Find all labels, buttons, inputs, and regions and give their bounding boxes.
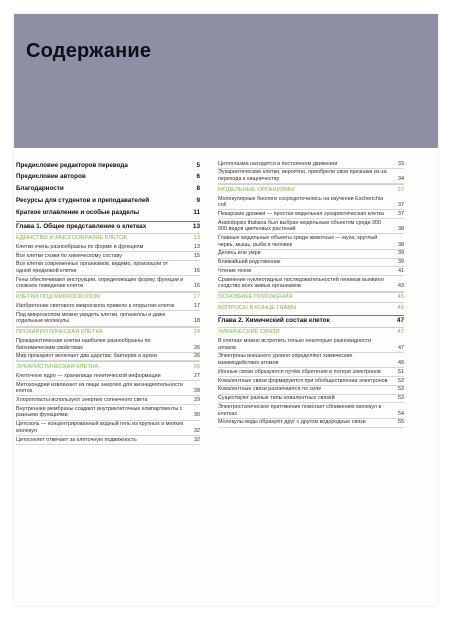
toc-entry[interactable] (16, 405, 200, 420)
toc-entry[interactable] (16, 233, 200, 244)
toc-entry-page: 39 (398, 250, 404, 257)
toc-entry[interactable] (218, 386, 404, 395)
toc-entry[interactable] (16, 372, 200, 381)
toc-entry-title: КЛЕТКИ ПОД МИКРОСКОПОМ (16, 294, 100, 301)
toc-entry-title: Ближайший родственник (218, 259, 281, 266)
toc-entry[interactable] (218, 353, 404, 368)
toc-column-left (16, 160, 200, 445)
toc-entry-title: Все клетки схожи по химическому составу (16, 252, 122, 259)
toc-entry-page: 55 (398, 419, 404, 426)
toc-entry-page: 26 (194, 353, 200, 360)
toc-entry-title: Гены обеспечивают инструкции, определяющие форму, функции и сложное поведение клеток (16, 276, 184, 290)
toc-entry-title: Предисловие редакторов перевода (16, 161, 128, 169)
toc-entry-title: Главные модельные объекты среди животных — муха, круглый червь, мышь, рыба и человек (218, 235, 378, 248)
toc-entry[interactable] (16, 184, 200, 196)
toc-entry[interactable] (218, 169, 404, 184)
toc-entry-page: 26 (194, 344, 200, 351)
toc-entry[interactable] (16, 221, 200, 233)
toc-entry-title: Мир прокариот включает два царства: бактерии и археи (16, 353, 158, 360)
toc-entry[interactable] (218, 160, 404, 169)
toc-entry[interactable] (218, 195, 404, 210)
toc-entry[interactable] (218, 219, 404, 234)
toc-entry-title: Ионные связи образуются путём обретения и потери электронов (218, 368, 381, 375)
toc-entry-title: Под микроскопом можно увидеть клетки, органеллы и даже отдельные молекулы (16, 311, 166, 325)
toc-entry[interactable] (218, 276, 404, 291)
toc-entry-title: Все клетки современных организмов, видимо, произошли от одной предковой клетки (16, 261, 169, 275)
toc-entry-title: Внутренние мембраны создают внутриклеточные компартменты с разными функциями (16, 405, 183, 419)
toc-entry-title: ХИМИЧЕСКИЕ СВЯЗИ (218, 329, 280, 336)
toc-entry-page: 47 (397, 329, 404, 336)
toc-entry-title: Глава 1. Общее представление о клетках (16, 222, 147, 230)
toc-entry-title: Пекарские дрожжи — простая модельная эукариотическая клетка (218, 210, 384, 217)
toc-entry-page: 51 (398, 368, 404, 375)
toc-entry[interactable] (16, 361, 200, 372)
toc-entry[interactable] (218, 184, 404, 195)
toc-entry-page: 13 (194, 243, 200, 250)
toc-entry-title: Клеточное ядро — хранилище генетической информации (16, 372, 161, 379)
toc-entry-title: МОДЕЛЬНЫЕ ОРГАНИЗМЫ (218, 186, 295, 193)
toc-entry-page: 45 (397, 294, 404, 301)
toc-entry-title: Эукариотические клетки, вероятно, приобрели свои признаки из-за перехода к хищничеству (218, 169, 387, 182)
toc-entry-page: 16 (194, 283, 200, 290)
toc-entry-title: Электроны внешнего уровня определяют химические взаимодействия атомов (218, 353, 353, 367)
toc-entry[interactable] (16, 243, 200, 252)
toc-entry-title: Цитоскелет отвечает за клеточную подвижность (16, 436, 137, 443)
toc-entry-title: Цитоплазма находится в постоянном движении (218, 160, 338, 167)
toc-entry-page: 8 (196, 185, 200, 193)
toc-entry[interactable] (218, 403, 404, 418)
toc-entry-title: Электростатическое притяжение помогает сближению молекул в клетках (218, 403, 382, 417)
toc-entry[interactable] (16, 381, 200, 396)
toc-entry-title: Цитозоль — концентрированный водный гель из крупных и мелких молекул (16, 421, 184, 434)
toc-entry-title: Митохондрии извлекают из пищи энергию для жизнедеятельности клеток (16, 381, 183, 395)
toc-entry-page: 28 (194, 388, 200, 395)
toc-entry-page: 18 (194, 318, 200, 325)
toc-entry[interactable] (218, 419, 404, 428)
toc-entry[interactable] (16, 353, 200, 362)
toc-entry-page: 52 (398, 377, 404, 384)
toc-entry-page: 11 (193, 208, 200, 216)
toc-entry[interactable] (16, 252, 200, 261)
toc-entry[interactable] (16, 172, 200, 184)
toc-entry-page: 17 (194, 302, 200, 309)
toc-entry-title: ЭУКАРИОТИЧЕСКАЯ КЛЕТКА (16, 364, 99, 371)
toc-entry[interactable] (218, 327, 404, 338)
toc-entry-page: 53 (398, 386, 404, 393)
toc-entry[interactable] (218, 259, 404, 268)
toc-entry-page: 53 (398, 395, 404, 402)
toc-entry[interactable] (218, 338, 404, 353)
toc-entry[interactable] (16, 421, 200, 436)
toc-entry-title: ЕДИНСТВО И МНОГООБРАЗИЕ КЛЕТОК (16, 235, 128, 242)
toc-entry-title: Клетки очень разнообразны по форме и функциям (16, 243, 144, 250)
toc-entry-page: 24 (193, 329, 200, 336)
toc-column-right (218, 160, 404, 428)
toc-entry-title: Молекулы воды образуют друг с другом водородные связи (218, 419, 366, 426)
toc-entry-page: 47 (396, 317, 404, 325)
toc-entry[interactable] (16, 311, 200, 326)
toc-entry-title: Краткое оглавление и особые разделы (16, 208, 140, 216)
toc-entry[interactable] (218, 377, 404, 386)
toc-entry-page: 34 (398, 175, 404, 182)
toc-entry[interactable] (16, 160, 200, 172)
toc-entry-title: Существуют разные типы ковалентных связей (218, 395, 335, 402)
toc-entry-page: 30 (194, 412, 200, 419)
toc-entry[interactable] (218, 267, 404, 276)
toc-entry-page: 54 (398, 410, 404, 417)
toc-entry-page: 37 (397, 186, 404, 193)
toc-entry-title: ПРОКАРИОТИЧЕСКАЯ КЛЕТКА (16, 329, 103, 336)
toc-entry[interactable] (16, 292, 200, 303)
toc-entry-page: 5 (196, 161, 200, 169)
toc-entry-title: Сравнение нуклеотидных последовательностей геномов выявило сходство всех живых организмов (218, 276, 384, 290)
header-band (14, 14, 438, 148)
toc-entry-title: Глава 2. Химический состав клеток (218, 317, 330, 325)
toc-entry[interactable] (218, 234, 404, 249)
toc-entry-page: 6 (196, 173, 200, 181)
toc-entry-page: 41 (398, 268, 404, 274)
toc-entry[interactable] (16, 302, 200, 311)
toc-entry[interactable] (16, 327, 200, 338)
toc-entry[interactable] (218, 210, 404, 219)
toc-entry-title: Молекулярные биологи сосредоточились на изучении Escherichia coli (218, 195, 384, 209)
toc-entry-title: Прокариотические клетки наиболее разнообразны по биохимическим свойствам (16, 337, 151, 351)
toc-entry-title: Ковалентные связи различаются по силе (218, 386, 322, 393)
toc-entry-title: Хлоропласты используют энергию солнечного света (16, 397, 148, 403)
toc-entry-page: 37 (398, 210, 404, 217)
toc-entry-page: 15 (194, 252, 200, 259)
toc-entry[interactable] (218, 315, 404, 327)
toc-entry-page: 38 (398, 226, 404, 233)
toc-entry-title: В клетках можно встретить только некоторые разновидности атомов (218, 338, 372, 351)
toc-entry[interactable] (16, 261, 200, 276)
toc-entry-page: 17 (193, 294, 200, 301)
toc-entry-page: 39 (398, 259, 404, 266)
book-page (14, 14, 438, 606)
toc-entry-page: 43 (398, 283, 404, 290)
toc-entry-title: Чтение генов (218, 268, 252, 274)
toc-entry-page: 38 (398, 241, 404, 248)
toc-entry-title: ВОПРОСЫ В КОНЦЕ ГЛАВЫ (218, 304, 297, 311)
toc-entry-title: Ковалентные связи формируются при обобществлении электронов (218, 377, 388, 384)
toc-entry[interactable] (16, 436, 200, 445)
toc-entry-page: 49 (398, 360, 404, 367)
toc-entry-title: Благодарности (16, 185, 64, 193)
toc-entry[interactable] (218, 368, 404, 377)
toc-entry-page: 33 (398, 160, 404, 167)
toc-entry-page: 13 (192, 222, 200, 230)
toc-entry[interactable] (218, 250, 404, 259)
toc-entry-page: 9 (196, 196, 200, 204)
toc-entry[interactable] (218, 292, 404, 303)
toc-entry-title: ОСНОВНЫЕ ПОЛОЖЕНИЯ (218, 294, 293, 301)
toc-entry[interactable] (16, 276, 200, 291)
toc-entry[interactable] (218, 395, 404, 404)
toc-entry-page: 29 (194, 397, 200, 403)
toc-entry-page: 37 (398, 202, 404, 209)
toc-entry[interactable] (16, 207, 200, 219)
toc-entry-page: 16 (194, 268, 200, 275)
toc-entry-title: Arabidopsis thaliana был выбран модельным объектом среди 300 000 видов цветковых растений (218, 219, 382, 233)
toc-entry-page: 32 (194, 427, 200, 434)
toc-entry[interactable] (16, 337, 200, 352)
toc-entry[interactable] (16, 195, 200, 207)
toc-entry-title: Изобретение светового микроскопа привело к открытию клеток (16, 302, 175, 309)
page-title: Содержание (26, 40, 152, 62)
toc-entry-title: Ресурсы для студентов и преподавателей (16, 196, 150, 204)
toc-entry-title: Предисловие авторов (16, 173, 86, 181)
toc-entry[interactable] (218, 302, 404, 313)
toc-entry-page: 27 (194, 372, 200, 379)
toc-entry-page: 26 (193, 364, 200, 371)
toc-entry-page: 45 (397, 304, 404, 311)
toc-entry-page: 13 (193, 235, 200, 242)
toc-entry-title: Делись или умри (218, 250, 261, 257)
toc-entry-page: 47 (398, 344, 404, 351)
toc-entry-page: 32 (194, 436, 200, 443)
toc-entry[interactable] (16, 396, 200, 405)
